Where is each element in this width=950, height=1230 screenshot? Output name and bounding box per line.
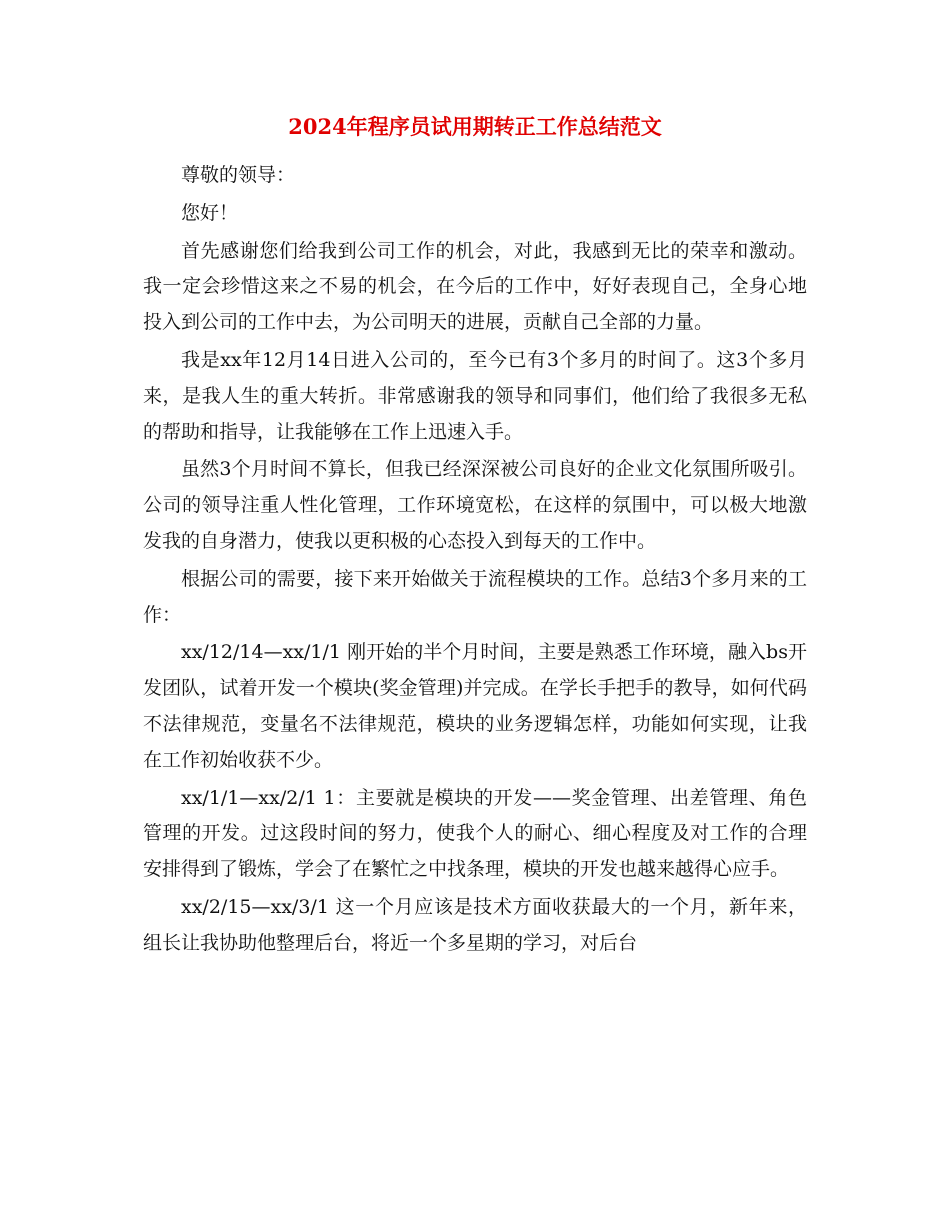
paragraph: xx/2/15—xx/3/1 这一个月应该是技术方面收获最大的一个月，新年来，组长让我协助他整理后台，将近一个多星期的学习，对后台 [143, 895, 807, 954]
paragraph: xx/12/14—xx/1/1 刚开始的半个月时间，主要是熟悉工作环境，融入bs开发团队，试着开发一个模块(奖金管理)并完成。在学长手把手的教导，如何代码不法律规范，变量名不法律规范，模块的业务逻辑怎样，功能如何实现，让我在工作初始收获不少。 [143, 641, 807, 771]
paragraph: 根据公司的需要，接下来开始做关于流程模块的工作。总结3个多月来的工作： [143, 567, 807, 626]
paragraph: 虽然3个月时间不算长，但我已经深深被公司良好的企业文化氛围所吸引。公司的领导注重人性化管理，工作环境宽松，在这样的氛围中，可以极大地激发我的自身潜力，使我以更积极的心态投入到每天的工作中。 [143, 458, 807, 552]
paragraph: 首先感谢您们给我到公司工作的机会，对此，我感到无比的荣幸和激动。我一定会珍惜这来之不易的机会，在今后的工作中，好好表现自己，全身心地投入到公司的工作中去，为公司明天的进展，贡献自己全部的力量。 [143, 239, 807, 334]
paragraph: 我是xx年12月14日进入公司的，至今已有3个多月的时间了。这3个多月来，是我人生的重大转折。非常感谢我的领导和同事们，他们给了我很多无私的帮助和指导，让我能够在工作上迅速入手。 [143, 348, 807, 443]
greeting: 您好！ [181, 201, 239, 224]
document-title: 2024年程序员试用期转正工作总结范文 [288, 114, 662, 139]
document-body [143, 158, 807, 964]
paragraph: xx/1/1—xx/2/1 1：主要就是模块的开发——奖金管理、出差管理、角色管理的开发。过这段时间的努力，使我个人的耐心、细心程度及对工作的合理安排得到了锻炼，学会了在繁忙之中找条理，模块的开发也越来越得心应手。 [143, 786, 807, 881]
salutation: 尊敬的领导： [181, 164, 296, 186]
